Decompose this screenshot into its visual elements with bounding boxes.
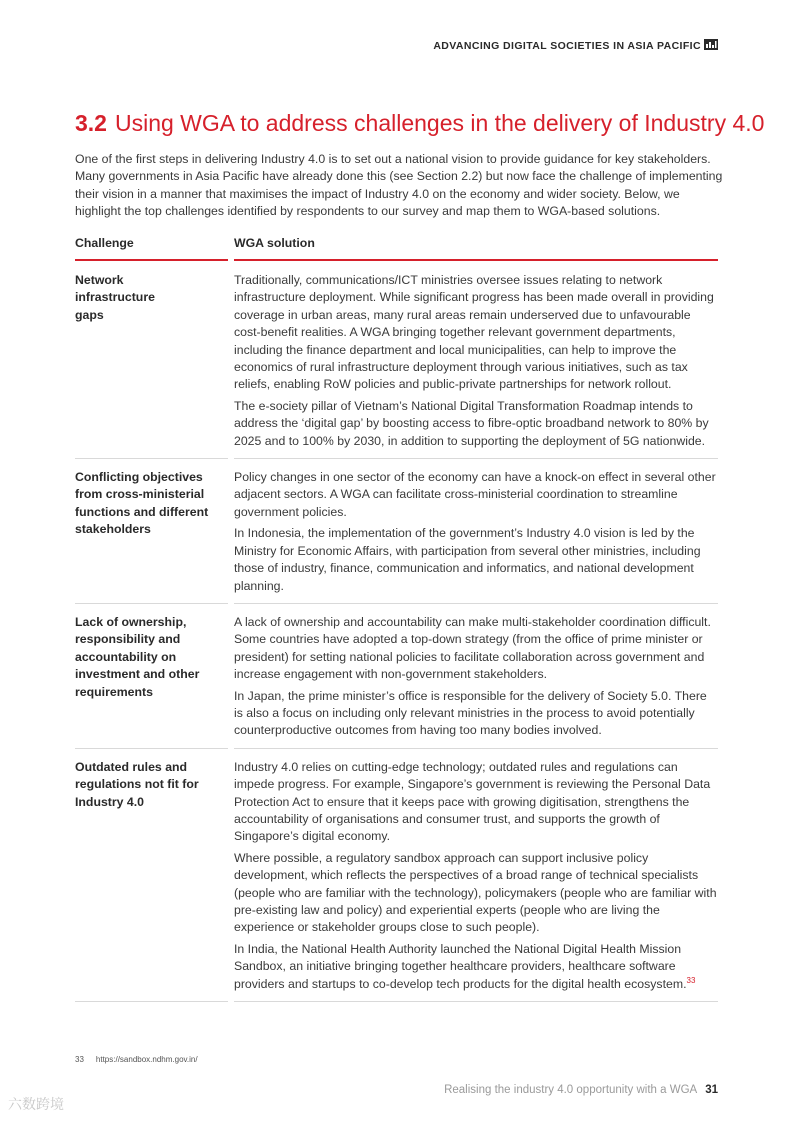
solution-cell [234, 749, 718, 1002]
table-row [75, 262, 718, 459]
solution-paragraph: Traditionally, communications/ICT ministries oversee issues relating to network infrastructure deployment. While significant progress has been made overall in providing coverage in urban areas, many rural areas remain underserved due to unfavourable cost-benefit realities. A WGA bringing together relevant government departments, including the finance department and local municipalities, can help to improve the economics of rural infrastructure deployment through various initiatives, such as tax reliefs, enabling RoW policies and public-private partnerships for network rollout. [234, 273, 714, 392]
section-number: 3.2 [75, 110, 107, 136]
section-heading [75, 110, 765, 137]
column-header-challenge: Challenge [75, 236, 134, 250]
section-title: Using WGA to address challenges in the delivery of Industry 4.0 [114, 110, 765, 136]
solution-paragraph: The e-society pillar of Vietnam’s National Digital Transformation Roadmap intends to address the ‘digital gap’ by boosting access to fibre-optic broadband network to 80% by 2025 and to 100% by 2030, in addition to supporting the deployment of 5G nationwide. [234, 398, 709, 448]
header-rule-right [234, 259, 718, 261]
page-footer [444, 1084, 718, 1096]
solution-paragraph: Industry 4.0 relies on cutting-edge technology; outdated rules and regulations can impede progress. For example, Singapore’s government is reviewing the Personal Data Protection Act to ensure that it keeps pace with growing digitisation, strengthens the accountability of organisations and consumer trust, and supports the growth of Singapore’s digital economy. [234, 759, 711, 844]
solution-cell [234, 262, 718, 459]
solution-paragraph: Where possible, a regulatory sandbox approach can support inclusive policy development, which reflects the perspectives of a broad range of technical specialists (people who are familiar with the technology), policymakers (people who are familiar with pre-existing law and policy) and experiential experts (people who are living the experience or stakeholder groups close to such people). [234, 850, 717, 935]
challenge-cell: Conflicting objectives from cross-ministerial functions and different stakeholders [75, 459, 228, 604]
challenge-solution-table [75, 236, 718, 1002]
report-icon [704, 39, 718, 50]
table-header-row [75, 236, 718, 262]
header-rule-left [75, 259, 228, 261]
table-row [75, 459, 718, 604]
challenge-cell: Outdated rules and regulations not fit for Industry 4.0 [75, 749, 228, 1002]
intro-paragraph: One of the first steps in delivering Industry 4.0 is to set out a national vision to provide guidance for key stakeholders. Many governments in Asia Pacific have already done this (see Section 2.2) but now face the challenge of implementing their vision in a manner that maximises the impact of Industry 4.0 on the economy and wider society. Below, we highlight the top challenges identified by respondents to our survey and map them to WGA-based solutions. [75, 152, 723, 219]
table-row [75, 749, 718, 1002]
challenge-cell: Lack of ownership, responsibility and accountability on investment and other requirements [75, 604, 228, 749]
solution-paragraph: In Indonesia, the implementation of the government’s Industry 4.0 vision is led by the Ministry for Economic Affairs, with participation from several other ministries, including those of industry, finance, communication and informatics, and national development planning. [234, 526, 701, 593]
challenge-cell: Network infrastructure gaps [75, 262, 228, 459]
table-row [75, 604, 718, 749]
watermark-logo: 六数跨境 [8, 1096, 64, 1112]
header-title: ADVANCING DIGITAL SOCIETIES IN ASIA PACIFIC [433, 40, 701, 52]
footnote [75, 1055, 198, 1064]
solution-paragraph-with-footnote [234, 941, 718, 993]
solution-paragraph: In India, the National Health Authority launched the National Digital Health Mission Sandbox, an initiative bringing together healthcare providers, healthcare software providers and startups to co-develop tech products for the digital health ecosystem. [234, 941, 687, 991]
footnote-reference[interactable]: 33 [686, 975, 696, 985]
solution-cell [234, 459, 718, 604]
page-number: 31 [705, 1084, 718, 1096]
footer-text: Realising the industry 4.0 opportunity with a WGA [444, 1084, 698, 1096]
solution-paragraph: A lack of ownership and accountability can make multi-stakeholder coordination difficult. Some countries have adopted a top-down strategy (from the office of prime minister or president) for setting national policies to facilitate collaboration across government and increase engagement with non-government stakeholders. [234, 614, 711, 682]
column-header-solution: WGA solution [234, 236, 315, 250]
solution-paragraph: In Japan, the prime minister’s office is responsible for the delivery of Society 5.0. There is also a focus on including only relevant ministries in the process to avoid potentially counterproductive outcomes from having too many bodies involved. [234, 688, 707, 738]
footnote-link[interactable]: https://sandbox.ndhm.gov.in/ [95, 1055, 198, 1064]
solution-paragraph: Policy changes in one sector of the economy can have a knock-on effect in several other adjacent sectors. A WGA can facilitate cross-ministerial coordination to streamline government policies. [234, 470, 716, 519]
solution-cell [234, 604, 718, 749]
footnote-number: 33 [75, 1055, 84, 1064]
